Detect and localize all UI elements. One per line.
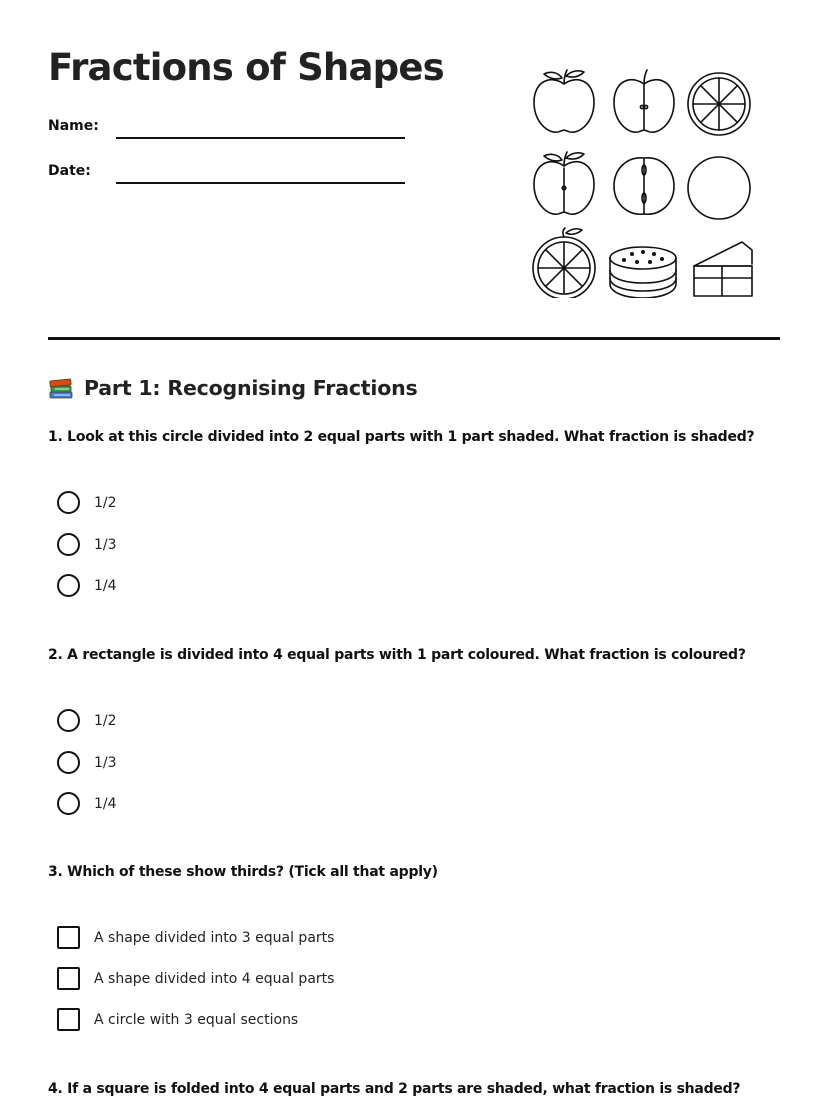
question-1: 1. Look at this circle divided into 2 equal parts with 1 part shaded. What fraction is shaded? [48, 429, 755, 445]
apple-halved-icon [614, 70, 674, 132]
checkbox[interactable] [57, 926, 80, 949]
radio-button[interactable] [57, 574, 80, 597]
books-icon [48, 376, 74, 400]
name-field[interactable] [116, 137, 405, 139]
option-label: 1/3 [94, 536, 117, 553]
q2-option-1[interactable] [57, 709, 117, 732]
q1-option-1[interactable] [57, 491, 117, 514]
date-label: Date: [48, 163, 91, 179]
apple-halved-icon [614, 158, 674, 214]
option-label: A shape divided into 3 equal parts [94, 929, 335, 946]
q2-option-3[interactable] [57, 792, 117, 815]
checkbox[interactable] [57, 1008, 80, 1031]
radio-button[interactable] [57, 491, 80, 514]
option-label: 1/4 [94, 577, 117, 594]
apple-icon [534, 70, 594, 132]
radio-button[interactable] [57, 751, 80, 774]
question-4: 4. If a square is folded into 4 equal parts and 2 parts are shaded, what fraction is shaded? [48, 1081, 741, 1097]
q3-option-3[interactable] [57, 1008, 298, 1031]
citrus-slice-icon [533, 228, 595, 298]
radio-button[interactable] [57, 709, 80, 732]
q3-option-2[interactable] [57, 967, 334, 990]
cake-slice-icon [694, 242, 752, 296]
fruit-illustration-grid [528, 66, 760, 298]
header-divider [48, 337, 780, 340]
orange-icon [688, 157, 750, 219]
worksheet-title: Fractions of Shapes [48, 46, 444, 89]
checkbox[interactable] [57, 967, 80, 990]
part1-heading-text: Part 1: Recognising Fractions [84, 376, 418, 400]
option-label: 1/2 [94, 494, 117, 511]
radio-button[interactable] [57, 533, 80, 556]
citrus-slice-icon [688, 73, 750, 135]
option-label: A shape divided into 4 equal parts [94, 970, 335, 987]
part1-heading [48, 376, 418, 400]
option-label: 1/3 [94, 754, 117, 771]
option-label: 1/2 [94, 712, 117, 729]
question-2: 2. A rectangle is divided into 4 equal parts with 1 part coloured. What fraction is coloured? [48, 647, 746, 663]
date-field[interactable] [116, 182, 405, 184]
name-label: Name: [48, 118, 99, 134]
q1-option-2[interactable] [57, 533, 117, 556]
q1-option-3[interactable] [57, 574, 117, 597]
q3-option-1[interactable] [57, 926, 334, 949]
question-3: 3. Which of these show thirds? (Tick all that apply) [48, 864, 438, 880]
option-label: A circle with 3 equal sections [94, 1011, 299, 1028]
apple-icon [534, 152, 594, 214]
q2-option-2[interactable] [57, 751, 117, 774]
option-label: 1/4 [94, 795, 117, 812]
cake-icon [610, 247, 676, 298]
radio-button[interactable] [57, 792, 80, 815]
